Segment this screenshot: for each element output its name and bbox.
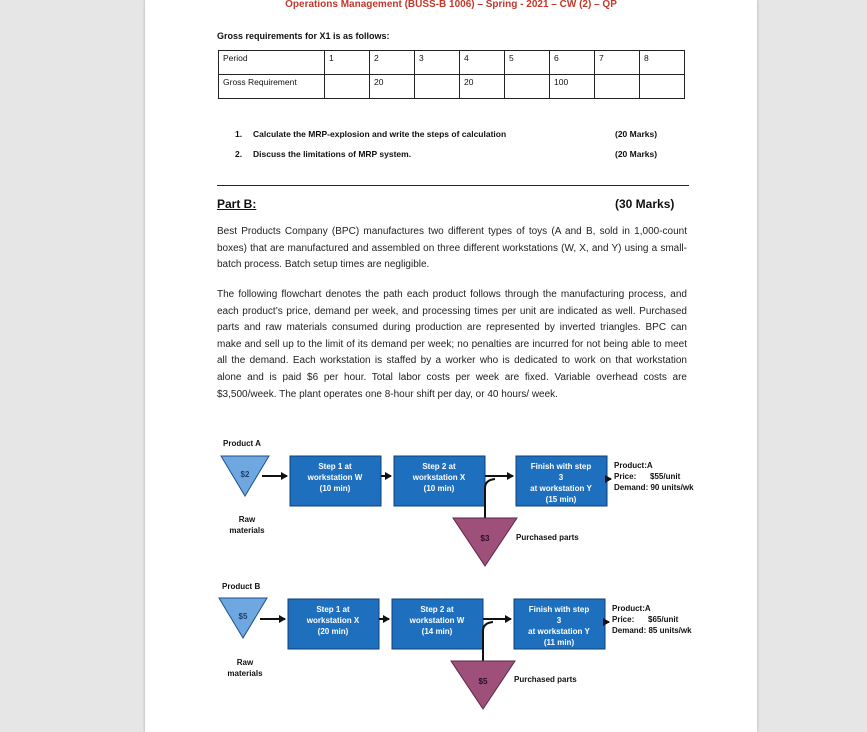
section-divider bbox=[217, 185, 689, 186]
purchased-cost-b: $5 bbox=[478, 677, 488, 686]
question-1-marks: (20 Marks) bbox=[615, 129, 658, 139]
period-cell: 8 bbox=[640, 51, 685, 75]
step1-b-line1: Step 1 at bbox=[316, 605, 350, 614]
gross-requirements-table bbox=[218, 50, 685, 99]
question-2-text: Discuss the limitations of MRP system. bbox=[253, 149, 412, 159]
requirement-cell bbox=[595, 75, 640, 99]
step3-b-line4: (11 min) bbox=[543, 638, 575, 647]
question-2-number: 2. bbox=[235, 149, 243, 159]
product-a-label: Product A bbox=[223, 439, 261, 448]
step2-a-line1: Step 2 at bbox=[422, 462, 456, 471]
raw-cost-b: $5 bbox=[238, 612, 248, 621]
requirement-cell bbox=[640, 75, 685, 99]
step3-b-line3: at workstation Y bbox=[528, 627, 590, 636]
page-header: Operations Management (BUSS-B 1006) – Spring - 2021 – CW (2) – QP bbox=[285, 0, 617, 10]
raw-label-b-line2: materials bbox=[227, 669, 263, 678]
step3-b-line1: Finish with step bbox=[528, 605, 590, 614]
step3-b-line2: 3 bbox=[556, 616, 562, 625]
step1-a-line2: workstation W bbox=[307, 473, 363, 482]
step1-b-line2: workstation X bbox=[306, 616, 360, 625]
raw-label-a-line1: Raw bbox=[238, 515, 256, 524]
question-1-text: Calculate the MRP-explosion and write the steps of calculation bbox=[253, 129, 507, 139]
raw-cost-a: $2 bbox=[240, 470, 250, 479]
requirement-cell: 20 bbox=[370, 75, 415, 99]
step3-a-line4: (15 min) bbox=[545, 495, 577, 504]
gross-requirements-title: Gross requirements for X1 is as follows: bbox=[217, 31, 390, 41]
purchased-label-b: Purchased parts bbox=[514, 675, 577, 684]
period-cell: 5 bbox=[505, 51, 550, 75]
step2-b-line1: Step 2 at bbox=[420, 605, 454, 614]
step1-b-line3: (20 min) bbox=[317, 627, 349, 636]
flowchart bbox=[145, 430, 757, 725]
period-cell: 3 bbox=[415, 51, 460, 75]
step2-b-line3: (14 min) bbox=[421, 627, 453, 636]
step2-b-line2: workstation W bbox=[409, 616, 465, 625]
part-b-marks: (30 Marks) bbox=[615, 197, 675, 211]
part-b-paragraph-1: Best Products Company (BPC) manufactures two different types of toys (A and B, sold in 1,000-count boxes) that are manufactured and assembled on three different workstations (W, X, and Y) using a small-batch process. Batch setup times are negligible. bbox=[217, 226, 687, 271]
arrow-purchased-to-step3-b bbox=[483, 622, 493, 663]
step3-a-line2: 3 bbox=[558, 473, 564, 482]
product-b-name: Product:A bbox=[612, 604, 651, 613]
product-b-label: Product B bbox=[222, 582, 261, 591]
raw-label-a-line2: materials bbox=[229, 526, 265, 535]
product-b-flow bbox=[219, 582, 692, 709]
product-a-price: $55/unit bbox=[650, 472, 681, 481]
requirement-cell bbox=[415, 75, 460, 99]
product-b-demand: Demand: 85 units/wk bbox=[612, 626, 692, 635]
period-cell: 4 bbox=[460, 51, 505, 75]
product-b-price: $65/unit bbox=[648, 615, 679, 624]
product-a-name: Product:A bbox=[614, 461, 653, 470]
product-b-price-label: Price: bbox=[612, 615, 635, 624]
period-row bbox=[219, 51, 685, 75]
requirement-cell bbox=[505, 75, 550, 99]
step1-a-line1: Step 1 at bbox=[318, 462, 352, 471]
step2-a-line2: workstation X bbox=[412, 473, 466, 482]
purchased-label-a: Purchased parts bbox=[516, 533, 579, 542]
purchased-cost-a: $3 bbox=[480, 534, 490, 543]
part-b-paragraph-2: The following flowchart denotes the path each product follows through the manufacturing process, and each product’s price, demand per week, and processing times per unit are indicated as well. Purchased parts and raw materials consumed during production are represented by inverted triangles. BPC can make and sell up to the limit of its demand per week; no penalties are incurred for not being able to meet all the demand. Each workstation is staffed by a worker who is dedicated to work on that workstation alone and is paid $6 per hour. Total labor costs per week are fixed. Variable overhead costs are $3,500/week. The plant operates one 8-hour shift per day, or 40 hours/ week. bbox=[217, 289, 687, 400]
period-cell: 6 bbox=[550, 51, 595, 75]
part-b-title: Part B: bbox=[217, 197, 257, 211]
step3-a-line1: Finish with step bbox=[530, 462, 592, 471]
step2-a-line3: (10 min) bbox=[423, 484, 455, 493]
product-a-flow bbox=[221, 439, 694, 566]
gross-requirement-label: Gross Requirement bbox=[219, 75, 325, 99]
raw-label-b-line1: Raw bbox=[236, 658, 254, 667]
product-a-price-label: Price: bbox=[614, 472, 637, 481]
arrow-purchased-to-step3-a bbox=[485, 479, 495, 520]
period-cell: 7 bbox=[595, 51, 640, 75]
document-page bbox=[145, 0, 757, 732]
product-a-demand: Demand: 90 units/wk bbox=[614, 483, 694, 492]
step1-a-line3: (10 min) bbox=[319, 484, 351, 493]
question-1-number: 1. bbox=[235, 129, 243, 139]
period-cell: 2 bbox=[370, 51, 415, 75]
period-cell: 1 bbox=[325, 51, 370, 75]
question-2-marks: (20 Marks) bbox=[615, 149, 658, 159]
step3-a-line3: at workstation Y bbox=[530, 484, 592, 493]
period-label: Period bbox=[219, 51, 325, 75]
requirement-cell: 20 bbox=[460, 75, 505, 99]
requirement-cell: 100 bbox=[550, 75, 595, 99]
gross-requirement-row bbox=[219, 75, 685, 99]
requirement-cell bbox=[325, 75, 370, 99]
